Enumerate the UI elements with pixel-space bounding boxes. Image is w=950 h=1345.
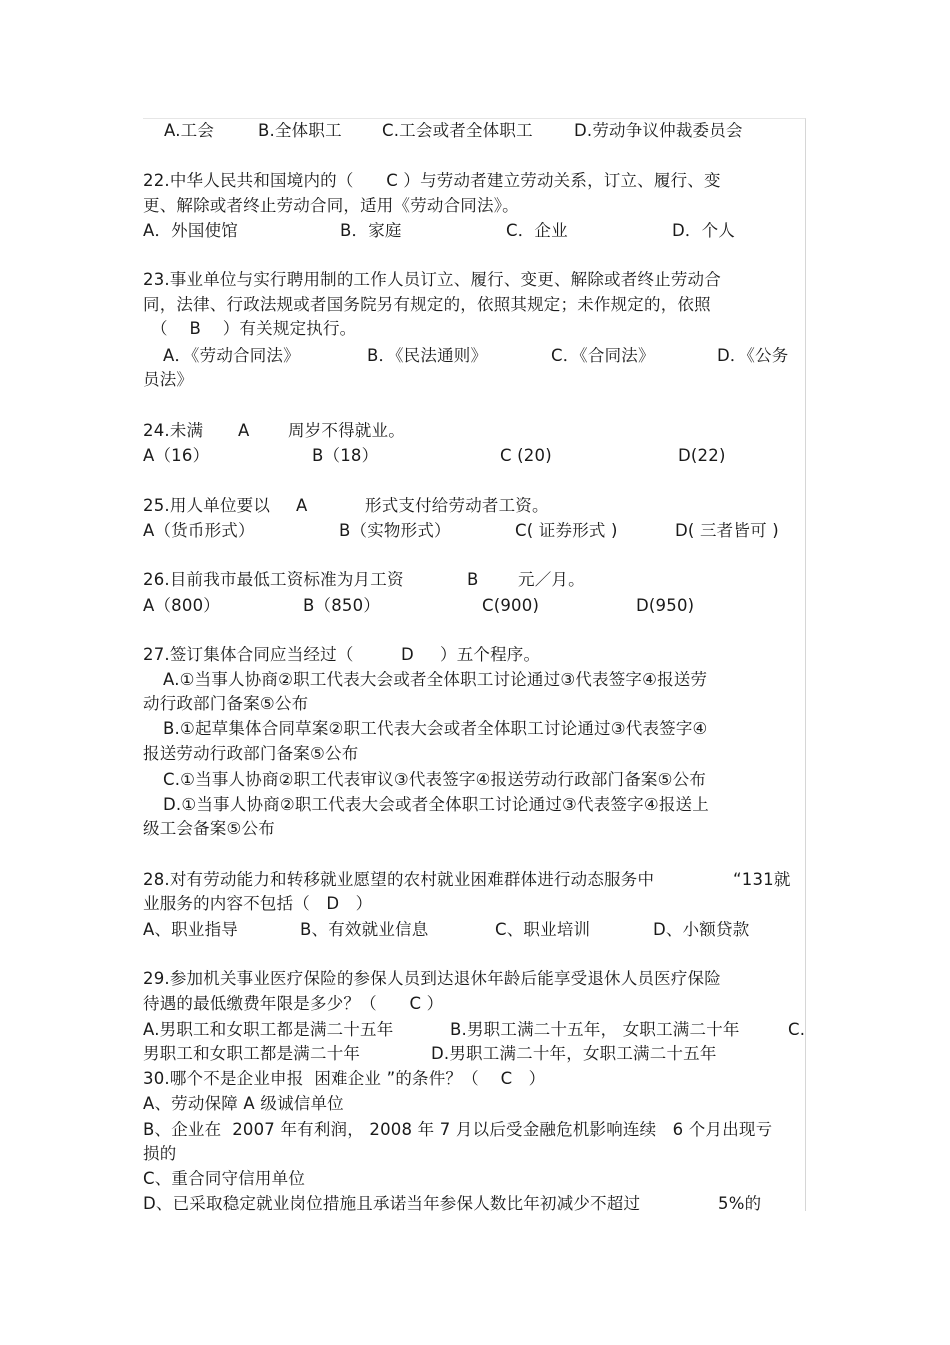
q22-option-c: C．企业	[506, 221, 568, 240]
q26-option-a: A（800）	[143, 596, 220, 615]
q24-stem-rest: 周岁不得就业。	[288, 421, 405, 440]
q30-option-b-line1: B、企业在 2007 年有利润， 2008 年 7 月以后受金融危机影响连续 6 个月出现亏	[143, 1120, 773, 1139]
q29-stem-line1: 29.参加机关事业医疗保险的参保人员到达退休年龄后能享受退休人员医疗保险	[143, 969, 721, 988]
q23-stem-line1: 23.事业单位与实行聘用制的工作人员订立、履行、变更、解除或者终止劳动合	[143, 270, 721, 289]
q29-stem-line2: 待遇的最低缴费年限是多少？（ C ）	[143, 994, 444, 1013]
q26-option-d: D(950)	[636, 596, 695, 615]
q24-option-b: B（18）	[312, 446, 379, 465]
q24-option-a: A（16）	[143, 446, 210, 465]
q30-option-a: A、劳动保障 A 级诚信单位	[143, 1094, 344, 1113]
q30-option-c: C、重合同守信用单位	[143, 1169, 306, 1188]
q23-option-d-continued: 员法》	[143, 370, 194, 389]
q24-option-c: C (20)	[500, 446, 552, 465]
q27-option-c: C.①当事人协商②职工代表审议③代表签字④报送劳动行政部门备案⑤公布	[163, 770, 707, 789]
q25-option-d: D( 三者皆可 )	[675, 521, 779, 540]
q25-answer: A	[296, 496, 308, 515]
q28-option-b: B、有效就业信息	[300, 920, 429, 939]
q28-stem-line2: 业服务的内容不包括（ D ）	[143, 894, 373, 913]
q29-option-a: A.男职工和女职工都是满二十五年	[143, 1020, 394, 1039]
q27-option-a-line2: 动行政部门备案⑤公布	[143, 694, 309, 713]
q28-stem-line1: 28.对有劳动能力和转移就业愿望的农村就业困难群体进行动态服务中	[143, 870, 655, 889]
q27-answer: D	[401, 645, 414, 664]
q28-option-d: D、小额贷款	[653, 920, 750, 939]
q23-option-d: D．《公务	[717, 346, 789, 365]
q23-stem-line2: 同，法律、行政法规或者国务院另有规定的，依照其规定；未作规定的，依照	[143, 295, 711, 314]
q29-option-b: B.男职工满二十五年， 女职工满二十年	[450, 1020, 740, 1039]
q28-stem-line1-end: “131就	[733, 870, 791, 889]
q27-option-b-line2: 报送劳动行政部门备案⑤公布	[143, 744, 359, 763]
q30-option-d-end: 5%的	[718, 1194, 762, 1213]
q28-option-c: C、职业培训	[495, 920, 591, 939]
q24-answer: A	[238, 421, 250, 440]
q21-option-b: B.全体职工	[258, 121, 342, 140]
q23-option-c: C．《合同法》	[551, 346, 655, 365]
q23-option-b: B．《民法通则》	[367, 346, 488, 365]
q26-option-c: C(900)	[482, 596, 540, 615]
q30-stem: 30.哪个不是企业申报 困难企业 ”的条件？（ C ）	[143, 1069, 546, 1088]
q21-option-d: D.劳动争议仲裁委员会	[574, 121, 743, 140]
q25-option-c: C( 证券形式 )	[515, 521, 618, 540]
q26-option-b: B（850）	[303, 596, 381, 615]
q25-option-a: A（货币形式）	[143, 521, 255, 540]
q30-option-d: D、已采取稳定就业岗位措施且承诺当年参保人数比年初减少不超过	[143, 1194, 641, 1213]
q25-option-b: B（实物形式）	[339, 521, 451, 540]
q23-option-a: A．《劳动合同法》	[163, 346, 300, 365]
q30-option-b-line2: 损的	[143, 1144, 177, 1163]
q24-stem: 24.未满	[143, 421, 204, 440]
q26-stem-rest: 元／月。	[518, 570, 585, 589]
q29-option-c-label: C.	[788, 1020, 806, 1039]
q29-option-c-text: 男职工和女职工都是满二十年	[143, 1044, 361, 1063]
q22-option-b: B．家庭	[340, 221, 402, 240]
q27-option-a-line1: A.①当事人协商②职工代表大会或者全体职工讨论通过③代表签字④报送劳	[163, 670, 708, 689]
q24-option-d: D(22)	[678, 446, 726, 465]
q25-stem-rest: 形式支付给劳动者工资。	[365, 496, 549, 515]
q25-stem: 25.用人单位要以	[143, 496, 271, 515]
q22-stem-line1: 22.中华人民共和国境内的（ C ）与劳动者建立劳动关系，订立、履行、变	[143, 171, 721, 190]
q23-stem-line3: （ B ）有关规定执行。	[151, 319, 357, 338]
q27-option-d-line2: 级工会备案⑤公布	[143, 819, 275, 838]
q22-option-a: A．外国使馆	[143, 221, 238, 240]
q28-option-a: A、职业指导	[143, 920, 238, 939]
q22-stem-line2: 更、解除或者终止劳动合同，适用《劳动合同法》。	[143, 196, 519, 215]
q27-option-b-line1: B.①起草集体合同草案②职工代表大会或者全体职工讨论通过③代表签字④	[163, 719, 708, 738]
q27-stem: 27.签订集体合同应当经过（	[143, 645, 354, 664]
q27-stem-rest: ）五个程序。	[440, 645, 541, 664]
q21-option-c: C.工会或者全体职工	[382, 121, 533, 140]
q26-stem: 26.目前我市最低工资标准为月工资	[143, 570, 404, 589]
q21-option-a: A.工会	[164, 121, 215, 140]
q29-option-d: D.男职工满二十年，女职工满二十五年	[431, 1044, 717, 1063]
q26-answer: B	[467, 570, 479, 589]
q27-option-d-line1: D.①当事人协商②职工代表大会或者全体职工讨论通过③代表签字④报送上	[163, 795, 709, 814]
q22-option-d: D．个人	[672, 221, 736, 240]
